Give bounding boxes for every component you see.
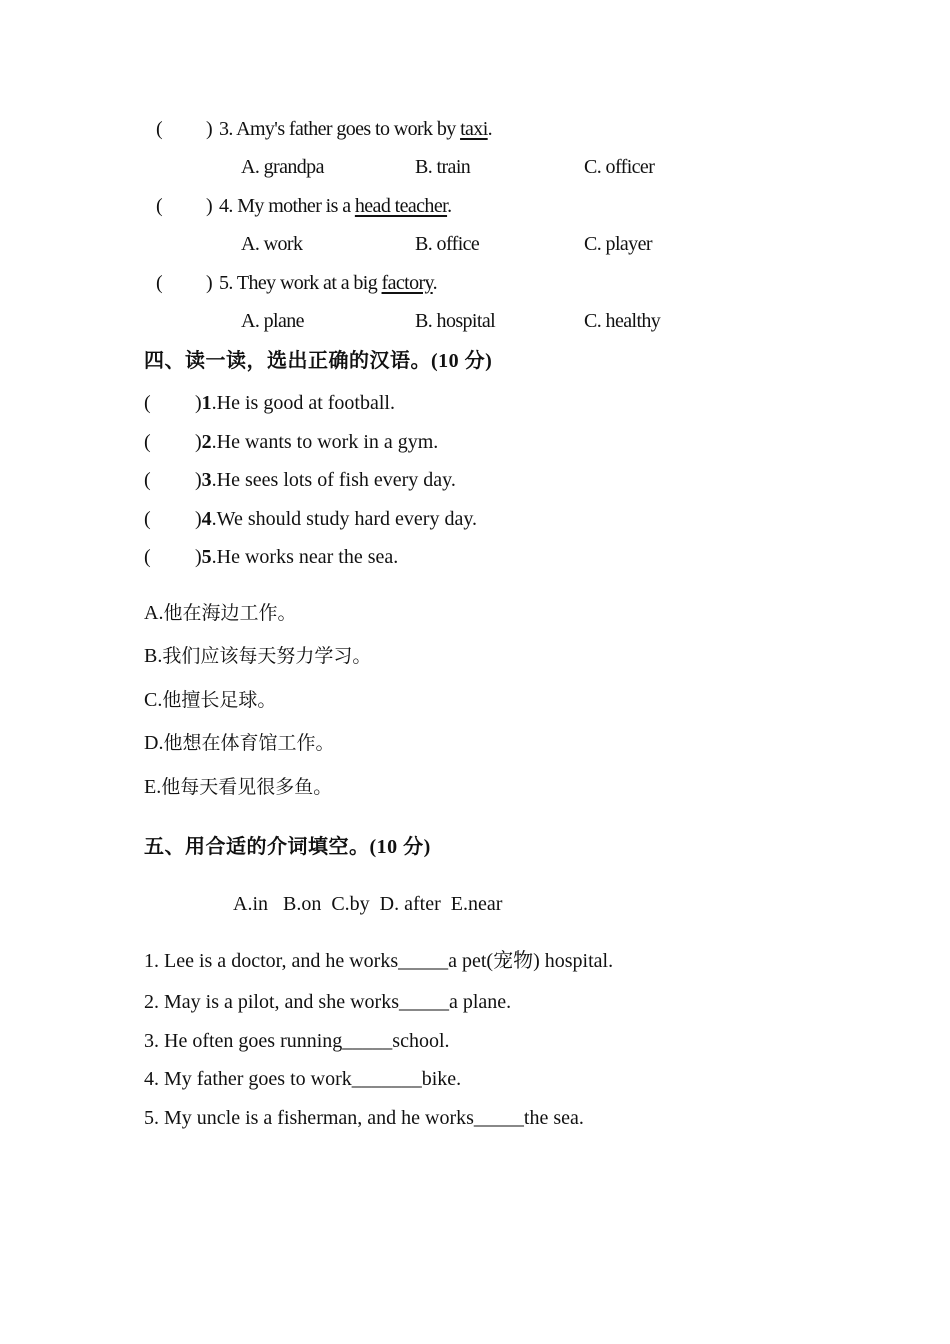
choice-text: 他在海边工作。 [163,602,297,624]
question-text [219,271,437,295]
option-b: B. train [415,156,471,178]
underlined-word: taxi [460,118,488,140]
option-a: A. work [241,233,303,255]
answer-paren-open: ( [156,118,163,140]
item-sentence: .He is good at football. [211,392,395,414]
item-number: 1 [201,392,212,414]
answer-paren-open: ( [144,431,151,453]
choice-e [144,775,332,799]
section-score: (10 分) [369,836,431,858]
fill-blank-item: 1. Lee is a doctor, and he works_____a pet(宠物) hospital. [144,950,614,972]
section-4-heading [144,348,492,373]
fill-blank-item: 3. He often goes running_____school. [144,1030,450,1052]
choice-letter: D. [144,732,164,754]
option-c: C. officer [584,156,655,178]
option-a: A. grandpa [241,156,324,178]
question-text [219,194,451,218]
question-text-before: My mother is a [237,195,355,217]
choice-text: 他每天看见很多鱼。 [161,776,333,798]
option-c: C. healthy [584,310,661,332]
item-number: 4 [201,508,212,530]
answer-paren-close: ) [206,272,213,294]
choice-text: 他擅长足球。 [162,689,277,711]
choice-c [144,688,276,712]
fill-blank-item: 2. May is a pilot, and she works_____a plane. [144,991,512,1013]
section-5-heading [144,834,431,859]
question-number: 3. [219,118,233,140]
choice-letter: B. [144,645,163,667]
answer-paren-open: ( [144,469,151,491]
choice-a [144,601,296,625]
option-c: C. player [584,233,652,255]
choice-letter: C. [144,689,163,711]
section-title: 五、用合适的介词填空。 [144,834,370,858]
question-text [219,117,492,141]
item-number: 3 [201,469,212,491]
question-number: 4. [219,195,233,217]
item-number: 2 [201,431,212,453]
answer-paren-open: ( [156,195,163,217]
section-title: 四、读一读，选出正确的汉语。 [144,348,431,372]
question-text-after: . [447,195,452,217]
choice-letter: E. [144,776,162,798]
item-sentence: .He sees lots of fish every day. [211,469,456,491]
question-text-before: They work at a big [236,272,382,294]
answer-paren-close: ) [195,431,202,453]
underlined-word: factory [381,272,433,294]
question-text-after: . [432,272,438,294]
choice-d [144,731,334,755]
choice-text: 他想在体育馆工作。 [163,732,335,754]
option-a: A. plane [241,310,304,332]
word-bank: A.in B.on C.by D. after E.near [233,893,503,915]
item-number: 5 [201,546,212,568]
fill-blank-item: 5. My uncle is a fisherman, and he works_____the sea. [144,1107,584,1129]
item-sentence: .He works near the sea. [211,546,399,568]
underlined-word: head teacher [354,195,448,217]
answer-paren-close: ) [195,392,202,414]
section-score: (10 分) [431,350,493,372]
answer-paren-close: ) [195,546,202,568]
answer-paren-open: ( [144,508,151,530]
answer-paren-close: ) [206,195,213,217]
answer-paren-close: ) [206,118,213,140]
choice-text: 我们应该每天努力学习。 [162,645,372,667]
answer-paren-close: ) [195,508,202,530]
item-text [195,430,438,454]
choice-letter: A. [144,602,164,624]
option-b: B. office [415,233,480,255]
choice-b [144,644,371,668]
item-text [195,468,456,492]
item-text [195,545,398,569]
answer-paren-open: ( [156,272,163,294]
question-text-after: . [487,118,493,140]
item-sentence: .He wants to work in a gym. [211,431,439,453]
fill-blank-item: 4. My father goes to work_______bike. [144,1068,462,1090]
question-text-before: Amy's father goes to work by [236,118,461,140]
question-number: 5. [219,272,233,294]
item-text [195,391,395,415]
answer-paren-close: ) [195,469,202,491]
answer-paren-open: ( [144,392,151,414]
item-text [195,507,477,531]
answer-paren-open: ( [144,546,151,568]
option-b: B. hospital [415,310,496,332]
item-sentence: .We should study hard every day. [211,508,478,530]
